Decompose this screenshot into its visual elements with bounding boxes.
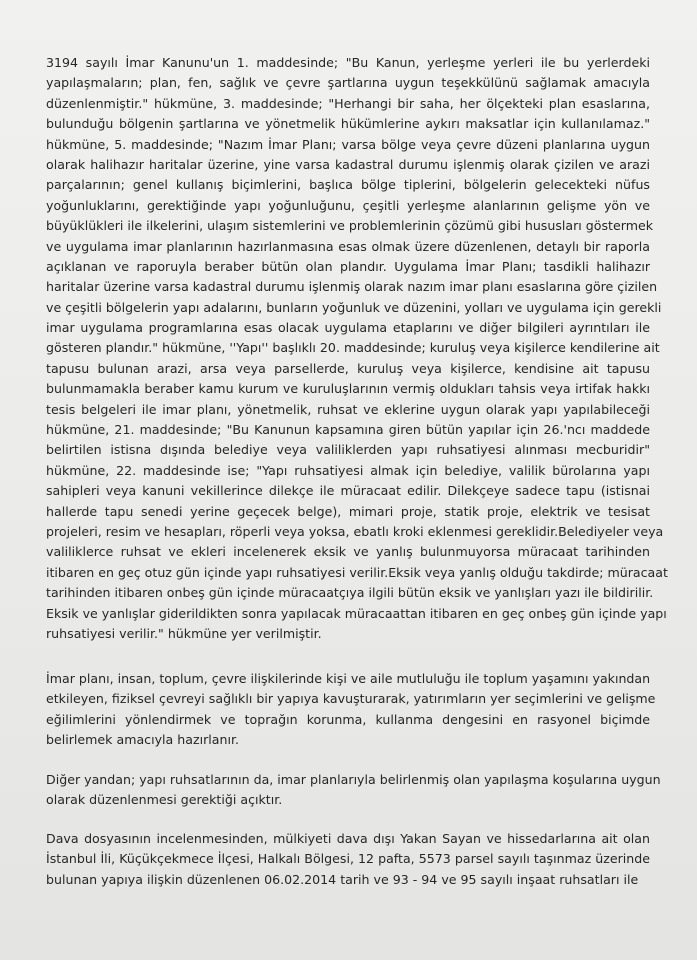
text-line: Eksik ve yanlışlar giderildikten sonra yapılacak müracaattan itibaren en geç onbeş gün içinde yapı: [46, 605, 667, 621]
text-line: ve uygulama imar planlarının hazırlanmasına esas olmak üzere düzenlenen, detaylı bir raporla: [46, 238, 650, 254]
text-line: bulunduğu bölgenin şartlarına ve yönetmelik hükümlerine aykırı maksatlar için kullanılamaz.": [46, 116, 650, 132]
text-line: 3194 sayılı İmar Kanunu'un 1. maddesinde; "Bu Kanun, yerleşme yerleri ile bu yerlerdeki: [46, 55, 650, 70]
paragraph-imar-plani-purpose: [46, 669, 656, 751]
text-line: imar uygulama programlarına esas olacak uygulama etaplarını ve diğer bilgileri ayrıntıları ile: [46, 320, 650, 336]
text-line: İmar planı, insan, toplum, çevre ilişkilerinde kişi ve aile mutluluğu ile toplum yaşamını yakından: [46, 671, 651, 686]
text-line: eğilimlerini yönlendirmek ve toprağın korunma, kullanma dengesini en rasyonel biçimde: [46, 711, 650, 727]
paragraph-ruhsat-conformity: [46, 770, 661, 811]
text-line: hallerde tapu senedi yerine geçecek belge), mimari proje, statik proje, elektrik ve tesisat: [46, 503, 650, 519]
text-line: sahipleri veya kanuni vekillerince dilekçe ile müracaat edilir. Dilekçeye sadece tapu (istisnai: [46, 483, 650, 499]
text-line: bulunan yapıya ilişkin düzenlenen 06.02.2014 tarih ve 93 - 94 ve 95 sayılı inşaat ruhsatları ile: [46, 871, 639, 887]
text-line: Diğer yandan; yapı ruhsatlarının da, imar planlarıyla belirlenmiş olan yapılaşma koşularına uygun: [46, 772, 661, 787]
text-line: projeleri, resim ve hesapları, röperli veya yoksa, ebatlı kroki eklenmesi gereklidir.Belediyeler veya: [46, 523, 664, 539]
text-line: Dava dosyasının incelenmesinden, mülkiyeti dava dışı Yakan Sayan ve hissedarlarına ait olan: [46, 831, 650, 846]
text-line: olarak düzenlenmesi gerektiği açıktır.: [46, 792, 283, 808]
text-line: hükmüne, 5. maddesinde; "Nazım İmar Planı; varsa bölge veya çevre düzeni planlarına uygun: [46, 136, 650, 152]
text-line: bulunmamakla beraber kamu kurum ve kuruluşlarının vermiş oldukları tahsis veya irtifak hakkı: [46, 381, 650, 397]
paragraph-imar-kanunu-provisions: [46, 53, 668, 644]
text-line: hükmüne, 22. maddesinde ise; "Yapı ruhsatiyesi almak için belediye, valilik bürolarına yapı: [46, 462, 650, 478]
text-line: tarihinden itibaren onbeş gün içinde müracaatçıya ilgili bütün eksik ve yanlışları yazı ile bildirilir.: [46, 585, 654, 601]
text-line: büyüklükleri ile ilkelerini, ulaşım sistemlerini ve problemlerinin çözümü gibi hususları göstermek: [46, 218, 654, 234]
text-line: ruhsatiyesi verilir." hükmüne yer verilmiştir.: [46, 625, 322, 641]
paragraph-case-file-review: [46, 829, 650, 890]
text-line: ve çeşitli bölgelerin yapı adalarını, bunların yoğunluk ve düzenini, yolları ve uygulama için gerekli: [46, 299, 662, 315]
text-line: tesis belgeleri ile imar planı, yönetmelik, ruhsat ve eklerine uygun olarak yapı yapılabileceği: [46, 401, 650, 417]
text-line: belirtilen istisna dışında belediye veya valiliklerden yapı ruhsatiyesi alınması mecburidir": [46, 442, 650, 458]
text-line: etkileyen, fiziksel çevreyi sağlıklı bir yapıya kavuşturarak, yatırımların yer seçimlerini ve gelişme: [46, 691, 656, 707]
text-line: İstanbul İli, Küçükçekmece İlçesi, Halkalı Bölgesi, 12 pafta, 5573 parsel sayılı taşınmaz üzerinde: [46, 851, 650, 867]
text-line: hükmüne, 21. maddesinde; "Bu Kanunun kapsamına giren bütün yapılar için 26.'ncı maddede: [46, 422, 650, 438]
text-line: açıklanan ve raporuyla beraber bütün olan plandır. Uygulama İmar Planı; tasdikli halihazır: [46, 258, 650, 274]
text-line: itibaren en geç otuz gün içinde yapı ruhsatiyesi verilir.Eksik veya yanlış olduğu takdirde; müracaat: [46, 564, 668, 580]
text-line: düzenlenmiştir." hükmüne, 3. maddesinde; "Herhangi bir saha, her ölçekteki plan esaslarına,: [46, 95, 650, 111]
text-line: haritalar üzerine varsa kadastral durumu işlenmiş olarak nazım imar planı esaslarına göre çizilen: [46, 279, 658, 295]
text-line: olarak halihazır haritalar üzerine, yine varsa kadastral durumu işlenmiş olarak çizilen ve arazi: [46, 156, 650, 172]
text-line: yapılaşmaların; plan, fen, sağlık ve çevre şartlarına uygun teşekkülünü sağlamak amacıyla: [46, 75, 650, 91]
text-line: valiliklerce ruhsat ve ekleri incelenerek eksik ve yanlış bulunmuyorsa müracaat tarihinden: [46, 544, 650, 560]
text-line: belirlemek amacıyla hazırlanır.: [46, 732, 239, 748]
text-line: yoğunluklarını, gerektiğinde yapı yoğunluğunu, çeşitli yerleşme alanlarının gelişme yön ve: [46, 197, 650, 213]
text-line: gösteren plandır." hükmüne, ''Yapı'' başlıklı 20. maddesinde; kuruluş veya kişilerce kendilerine ait: [46, 340, 660, 356]
text-line: tapusu bulunan arazi, arsa veya parsellerde, kuruluş veya kişilerce, kendisine ait tapusu: [46, 360, 650, 376]
text-line: parçalarının; genel kullanış biçimlerini, başlıca bölge tiplerini, bölgelerin gelecekteki nüfus: [46, 177, 650, 193]
